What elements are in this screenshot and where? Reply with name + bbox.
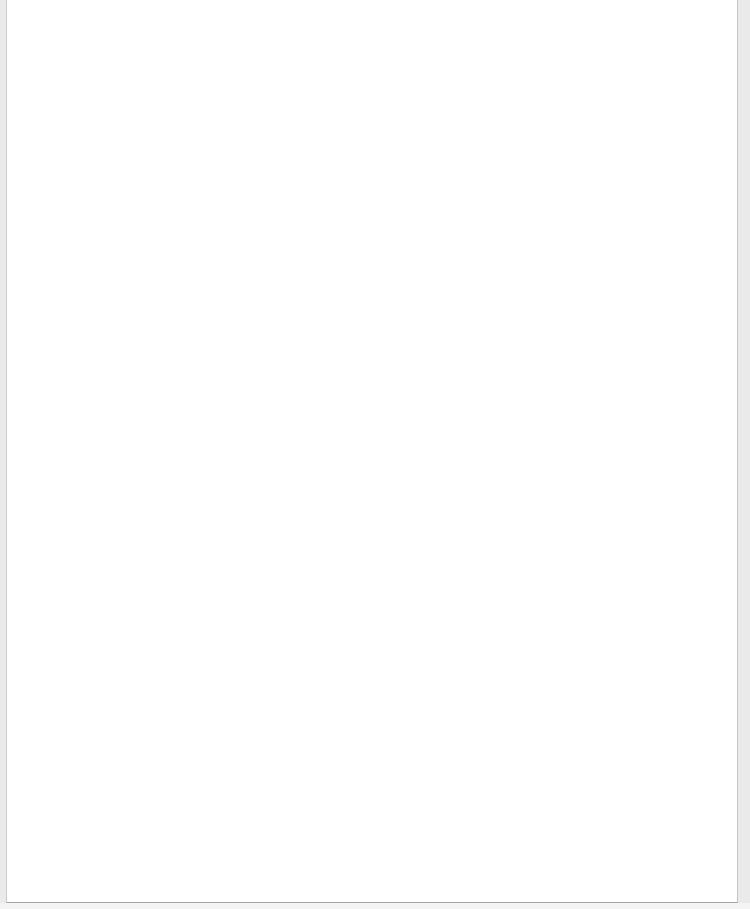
spacer (92, 141, 670, 157)
section-title (92, 59, 670, 75)
spacer (92, 75, 670, 91)
page-bottom-gap (0, 903, 750, 909)
spacer (92, 207, 670, 223)
document-body (92, 0, 670, 223)
document-page (6, 0, 738, 903)
spacer (92, 108, 670, 124)
spacer (92, 125, 670, 141)
ecg-figure (89, 651, 522, 822)
intro-paragraph (92, 92, 670, 108)
